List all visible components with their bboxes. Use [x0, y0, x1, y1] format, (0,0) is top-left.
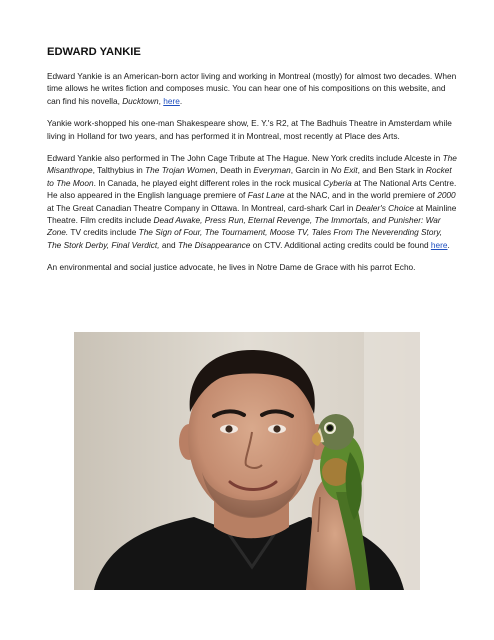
tv-title: The Disappearance: [177, 239, 251, 250]
novella-link[interactable]: here: [163, 95, 180, 106]
bio-text: Edward Yankie is an American-born actor living and working in Montreal (mostly) for almost two decades. When time allows he writes fiction and composes music. You can hear one of his compositions on this website, and can find his novella,: [47, 71, 457, 106]
play-title: Fast Lane: [247, 190, 285, 201]
portrait-illustration: [74, 332, 420, 590]
bio-text: and: [159, 239, 178, 250]
novella-title: Ducktown: [122, 95, 159, 106]
bio-text: at The Great Canadian Theatre Company in Ottawa. In Montreal, card-shark Carl in: [47, 202, 356, 213]
bio-text: . In Canada, he played eight different roles in the rock musical: [93, 177, 324, 188]
bio-text: , Talthybius in: [92, 165, 146, 176]
bio-text: Edward Yankie also performed in The John Cage Tribute at The Hague. New York credits include Alceste in: [47, 153, 443, 164]
bio-text: .: [447, 239, 450, 250]
bio-paragraph-4: An environmental and social justice advocate, he lives in Notre Dame de Grace with his parrot Echo.: [47, 262, 416, 273]
play-title: The Trojan Women: [145, 165, 216, 176]
play-title: Everyman: [253, 165, 291, 176]
bio-content: [47, 46, 457, 284]
bio-text: at The National Arts Centre. He also appeared in the English language premiere of: [47, 177, 457, 201]
bio-text: .: [179, 95, 183, 106]
page-title: EDWARD YANKIE: [47, 46, 141, 58]
bio-text: , Garcin in: [290, 165, 331, 176]
portrait-photo: [74, 332, 420, 590]
play-title: Dealer's Choice: [355, 202, 414, 213]
bio-text: ,: [158, 95, 164, 106]
play-title: Cyberia: [323, 177, 352, 188]
play-title: No Exit: [330, 165, 358, 176]
bio-text: at Mainline Theatre. Film credits include: [47, 202, 457, 226]
bio-text: TV credits include: [68, 227, 139, 238]
bio-paragraph-1: [47, 70, 457, 107]
bio-text: on CTV. Additional acting credits could be found: [250, 239, 431, 250]
tv-titles: The Sign of Four, The Tournament, Moose TV, Tales From The Neverending Story, The Stork Derby, Final Verdict,: [47, 227, 443, 250]
bio-text: at the NAC, and in the world premiere of: [284, 190, 438, 201]
play-title: 2000: [437, 190, 456, 201]
bio-text: , and Ben Stark in: [357, 165, 426, 176]
film-titles: Dead Awake, Press Run, Eternal Revenge, The Immortals, and Punisher: War Zone.: [47, 215, 441, 238]
bio-paragraph-2: Yankie work-shopped his one-man Shakespeare show, E. Y.'s R2, at The Badhuis Theatre in Amsterdam while living in Holland for two years, and has performed it in Montreal, most recently at Place des Arts.: [47, 118, 452, 141]
play-title: The Misanthrope: [47, 153, 457, 176]
bio-text: , Death in: [215, 165, 254, 176]
play-title: Rocket to The Moon: [47, 165, 452, 188]
bio-paragraph-3: [47, 152, 457, 251]
acting-credits-link[interactable]: here: [430, 239, 448, 250]
